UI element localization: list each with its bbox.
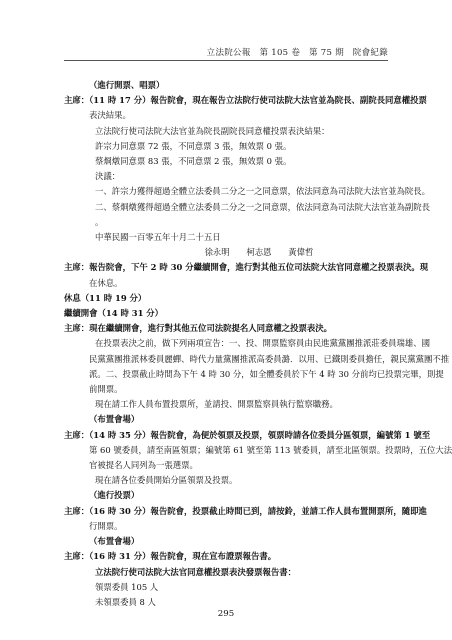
text-line: 蔡烱燉同意票 83 張，不同意票 2 張，無效票 0 張。: [95, 156, 292, 167]
text-line: 主席：（14 時 35 分）報告院會，為便於領票及投票，領票時請各位委員分區領票，編號第 1 號至: [64, 429, 431, 440]
text-line: 表決結果。: [89, 110, 131, 121]
text-line: 行開票。: [89, 520, 123, 531]
text-line: 二、蔡烱燉獲得超過全體立法委員二分之一之同意票，依法同意為司法院大法官並為副院長: [95, 201, 430, 212]
text-line: 主席：報告院會，下午 2 時 30 分繼續開會，進行對其他五位司法院大法官同意權之投票表決。現: [64, 262, 429, 273]
text-line: 第 60 號委員，請至南區領票；編號第 61 號至第 113 號委員，請至北區領票。投票時，五位大法: [89, 444, 452, 455]
text-line: 立法院行使司法院大法官並為院長副院長同意權投票表決結果：: [95, 125, 330, 136]
text-line: 休息（11 時 19 分）: [64, 292, 147, 303]
text-line: 決議：: [95, 171, 121, 182]
text-line: 領票委員 105 人: [95, 581, 159, 592]
text-line: 許宗力同意票 72 張，不同意票 3 張，無效票 0 張。: [95, 140, 292, 151]
text-line: 未領票委員 8 人: [95, 596, 156, 607]
text-line: 中華民國一百零五年十月二十五日: [95, 232, 221, 243]
text-line: 立法院行使司法院大法官同意權投票表決發票報告書：: [95, 566, 296, 577]
text-line: 官被提名人同列為一張選票。: [89, 460, 198, 471]
text-line: （布置會場）: [89, 414, 140, 425]
text-line: 現在請工作人員布置投票所，並請投、開票監察員執行監察職務。: [95, 399, 338, 410]
text-line: 主席：（16 時 30 分）報告院會，投票截止時間已到，請按鈴，並請工作人員布置開票所，隨即進: [64, 505, 427, 516]
text-line: 主席：現在繼續開會，進行對其他五位司法院提名人同意權之投票表決。: [64, 323, 332, 334]
text-line: 派。二、投票截止時間為下午 4 時 30 分，如全體委員於下午 4 時 30 分前均已投票完畢，則提: [89, 368, 444, 379]
text-line: 前開票。: [89, 384, 123, 395]
text-line: 繼續開會（14 時 31 分）: [64, 308, 164, 319]
text-line: 民黨黨團推派林委員麗蟬、時代力量黨團推派高委員潞．以用、已鐵則委員擔任，親民黨黨團不推: [89, 353, 450, 364]
text-line: 主席：（16 時 31 分）報告院會，現在宣布證票報告書。: [64, 551, 277, 562]
document-body: [64, 78, 452, 610]
text-line: （布置會場）: [89, 536, 140, 547]
text-line: 現在請各位委員開始分區領票及投票。: [95, 475, 238, 486]
running-header: 立法院公報 第 105 卷 第 75 期 院會紀錄: [206, 48, 388, 58]
text-line: 主席：（11 時 17 分）報告院會，現在報告立法院行使司法院大法官並為院長、副院長同意權投票: [64, 95, 427, 106]
text-line: 在休息。: [89, 277, 123, 288]
page-number: 295: [217, 609, 235, 619]
text-line: 。: [95, 216, 104, 227]
text-line: 在投票表決之前，做下列兩項宣告：一、投、開票監察員由民進黨黨團推派莊委員瑞雄、國: [95, 338, 430, 349]
text-line: 徐永明 柯志恩 黃偉哲: [204, 247, 314, 258]
text-line: 一、許宗力獲得超過全體立法委員二分之一之同意票，依法同意為司法院大法官並為院長。: [95, 186, 430, 197]
text-line: （進行投票）: [89, 490, 140, 501]
header-divider: [64, 60, 388, 61]
text-line: （進行開票、唱票）: [89, 80, 165, 90]
